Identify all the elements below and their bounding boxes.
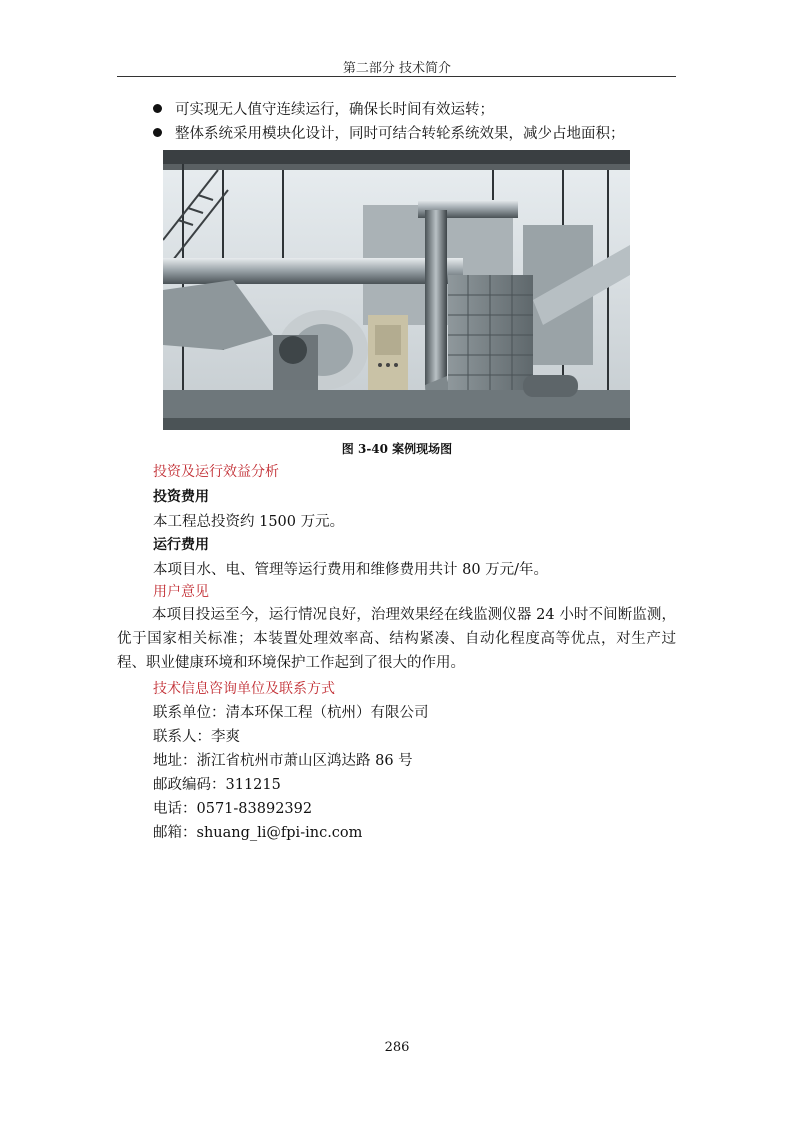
contact-unit: 联系单位：清本环保工程（杭州）有限公司 xyxy=(153,705,429,721)
section-heading-contact: 技术信息咨询单位及联系方式 xyxy=(153,681,335,697)
bullet-dot-icon xyxy=(153,128,162,137)
contact-address: 地址：浙江省杭州市萧山区鸿达路 86 号 xyxy=(153,753,413,769)
contact-postcode: 邮政编码：311215 xyxy=(153,777,281,793)
contact-person: 联系人：李爽 xyxy=(153,729,240,745)
contact-phone: 电话：0571-83892392 xyxy=(153,801,313,817)
figure-caption: 图 3-40 案例现场图 xyxy=(341,442,453,456)
subheading-investment-cost: 投资费用 xyxy=(153,489,209,505)
bullet-item xyxy=(153,98,494,119)
section-heading-user-opinion: 用户意见 xyxy=(153,584,209,600)
case-site-photo xyxy=(163,150,630,430)
user-opinion-paragraph: 本项目投运至今，运行情况良好，治理效果经在线监测仪器 24 小时不间断监测，优于国家相关标准；本装置处理效率高、结构紧凑、自动化程度高等优点，对生产过程、职业健康环境和环境保护工作起到了很大的作用。 xyxy=(117,607,676,671)
contact-email: 邮箱：shuang_li@fpi-inc.com xyxy=(153,825,363,841)
operating-cost-text: 本项目水、电、管理等运行费用和维修费用共计 80 万元/年。 xyxy=(153,562,549,578)
investment-cost-text: 本工程总投资约 1500 万元。 xyxy=(153,514,345,530)
bullet-item xyxy=(153,122,625,143)
section-heading-investment: 投资及运行效益分析 xyxy=(153,464,279,480)
subheading-operating-cost: 运行费用 xyxy=(153,537,209,553)
bullet-dot-icon xyxy=(153,104,162,113)
bullet-text: 整体系统采用模块化设计，同时可结合转轮系统效果，减少占地面积； xyxy=(175,126,625,142)
page-number: 286 xyxy=(384,1040,410,1055)
page-header: 第二部分 技术简介 xyxy=(342,61,452,76)
bullet-text: 可实现无人值守连续运行，确保长时间有效运转； xyxy=(175,102,494,118)
header-rule xyxy=(117,76,676,77)
